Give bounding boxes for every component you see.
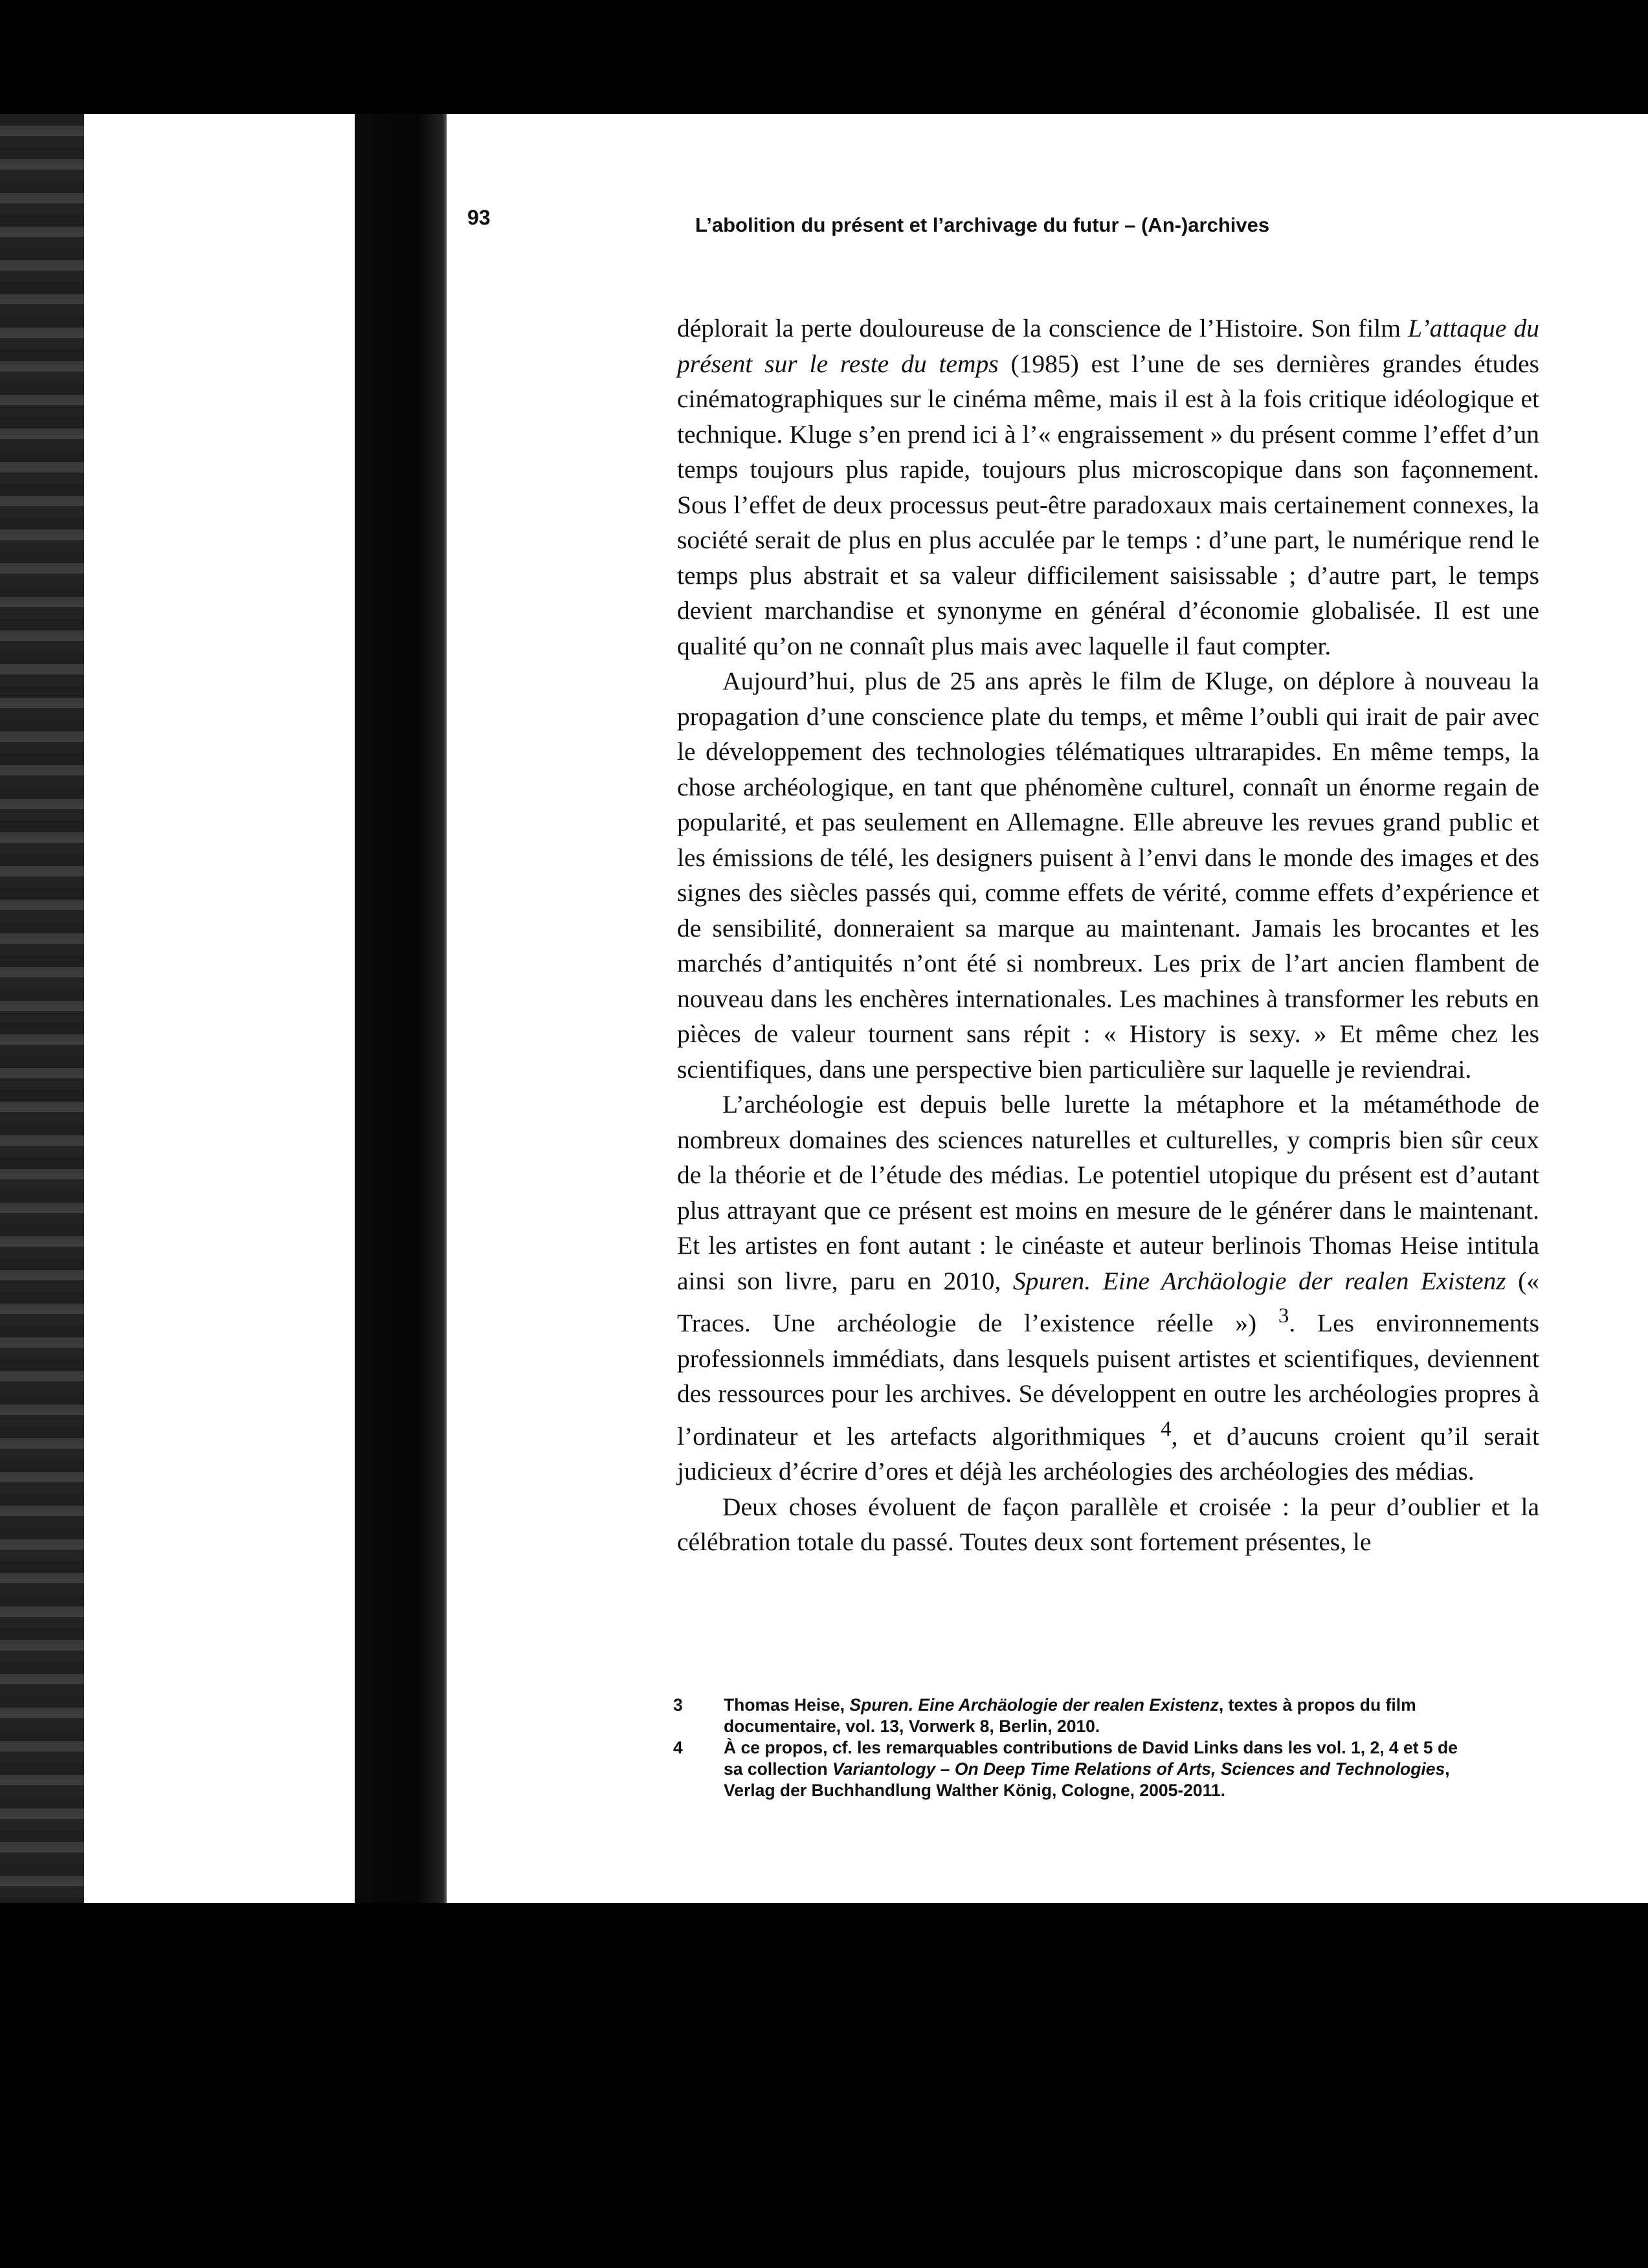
fn4-text-a: À ce propos, cf. les remarquables contributions de David Links dans les vol. 1, 2, 4 et 5 de sa collection bbox=[724, 1738, 1458, 1779]
footnotes bbox=[673, 1695, 1469, 1801]
footnote-ref-3: 3 bbox=[1278, 1304, 1289, 1328]
left-page-edge bbox=[0, 114, 84, 1903]
p3-text-d: , et d’aucuns croient qu’il serait judicieux d’écrire d’ores et déjà les archéologies des archéologies des médias. bbox=[677, 1421, 1539, 1486]
paragraph-2: Aujourd’hui, plus de 25 ans après le film de Kluge, on déplore à nouveau la propagation d’une conscience plate du temps, et même l’oubli qui irait de pair avec le développement des technologies télématiques ultrarapides. En même temps, la chose archéologique, en tant que phénomène culturel, connaît un énorme regain de popularité, et pas seulement en Allemagne. Elle abreuve les revues grand public et les émissions de télé, les designers puisent à l’envi dans le monde des images et des signes des siècles passés qui, comme effets de vérité, comme effets d’expérience et de sensibilité, donneraient sa marque au maintenant. Jamais les brocantes et les marchés d’antiquités n’ont été si nombreux. Les prix de l’art ancien flambent de nouveau dans les enchères internationales. Les machines à transformer les rebuts en pièces de valeur tournent sans répit : « History is sexy. » Et même chez les scientifiques, dans une perspective bien particulière sur laquelle je reviendrai. bbox=[677, 667, 1539, 1084]
p3-text-a: L’archéologie est depuis belle lurette la métaphore et la métaméthode de nombreux domaines des sciences naturelles et culturelles, y compris bien sûr ceux de la théorie et de l’étude des médias. Le potentiel utopique du présent est d’autant plus attrayant que ce présent est moins en mesure de le générer dans le maintenant. Et les artistes en font autant : le cinéaste et auteur berlinois Thomas Heise intitula ainsi son livre, paru en 2010, bbox=[677, 1090, 1539, 1295]
p1-text-b: (1985) est l’une de ses dernières grandes études cinématographiques sur le cinéma même, mais il est à la fois critique idéologique et technique. Kluge s’en prend ici à l’« engraissement » du présent comme l’effet d’un temps toujours plus rapide, toujours plus microscopique dans son façonnement. Sous l’effet de deux processus peut-être paradoxaux mais certainement connexes, la société serait de plus en plus acculée par le temps : d’une part, le numérique rend le temps plus abstrait et sa valeur difficilement saisissable ; d’autre part, le temps devient marchandise et synonyme en général d’économie globalisée. Il est une qualité qu’on ne connaît plus mais avec laquelle il faut compter. bbox=[677, 349, 1539, 660]
paragraph-3 bbox=[677, 1087, 1539, 1489]
fn3-text-a: Thomas Heise, bbox=[724, 1695, 850, 1715]
footnote-number: 4 bbox=[673, 1738, 683, 1757]
page-number: 93 bbox=[467, 206, 491, 229]
body-text bbox=[677, 311, 1539, 1560]
footnote-ref-4: 4 bbox=[1161, 1417, 1172, 1441]
running-title: L’abolition du présent et l’archivage du futur – (An-)archives bbox=[695, 214, 1270, 236]
paragraph-1 bbox=[677, 311, 1539, 663]
fn4-text-b: , Verlag der Buchhandlung Walther König, Cologne, 2005-2011. bbox=[724, 1759, 1450, 1800]
footnote-3 bbox=[673, 1695, 1469, 1737]
book-gutter bbox=[355, 114, 458, 1903]
p1-text-a: déplorait la perte douloureuse de la conscience de l’Histoire. Son film bbox=[677, 314, 1409, 342]
p3-text-c: . Les environnements professionnels immédiats, dans lesquels puisent artistes et scientifiques, deviennent des ressources pour les archives. Se développent en outre les archéologies propres à l’ordinateur et les artefacts algorithmiques bbox=[677, 1309, 1539, 1451]
book-title: Spuren. Eine Archäologie der realen Existenz bbox=[1012, 1266, 1506, 1295]
p3-text-b: (« Traces. Une archéologie de l’existence réelle ») bbox=[677, 1266, 1540, 1338]
footnote-text bbox=[724, 1695, 1469, 1737]
paragraph-4: Deux choses évoluent de façon parallèle et croisée : la peur d’oublier et la célébration totale du passé. Toutes deux sont fortement présentes, le bbox=[677, 1492, 1539, 1557]
fn3-italic: Spuren. Eine Archäologie der realen Existenz bbox=[849, 1695, 1219, 1715]
footnote-4 bbox=[673, 1737, 1469, 1801]
fn3-text-b: , textes à propos du film documentaire, vol. 13, Vorwerk 8, Berlin, 2010. bbox=[724, 1695, 1416, 1736]
footnote-number: 3 bbox=[673, 1695, 683, 1715]
film-title: L’attaque du présent sur le reste du temps bbox=[677, 314, 1539, 378]
footnote-text bbox=[724, 1737, 1469, 1801]
fn4-italic: Variantology – On Deep Time Relations of Arts, Sciences and Technologies bbox=[832, 1759, 1445, 1779]
